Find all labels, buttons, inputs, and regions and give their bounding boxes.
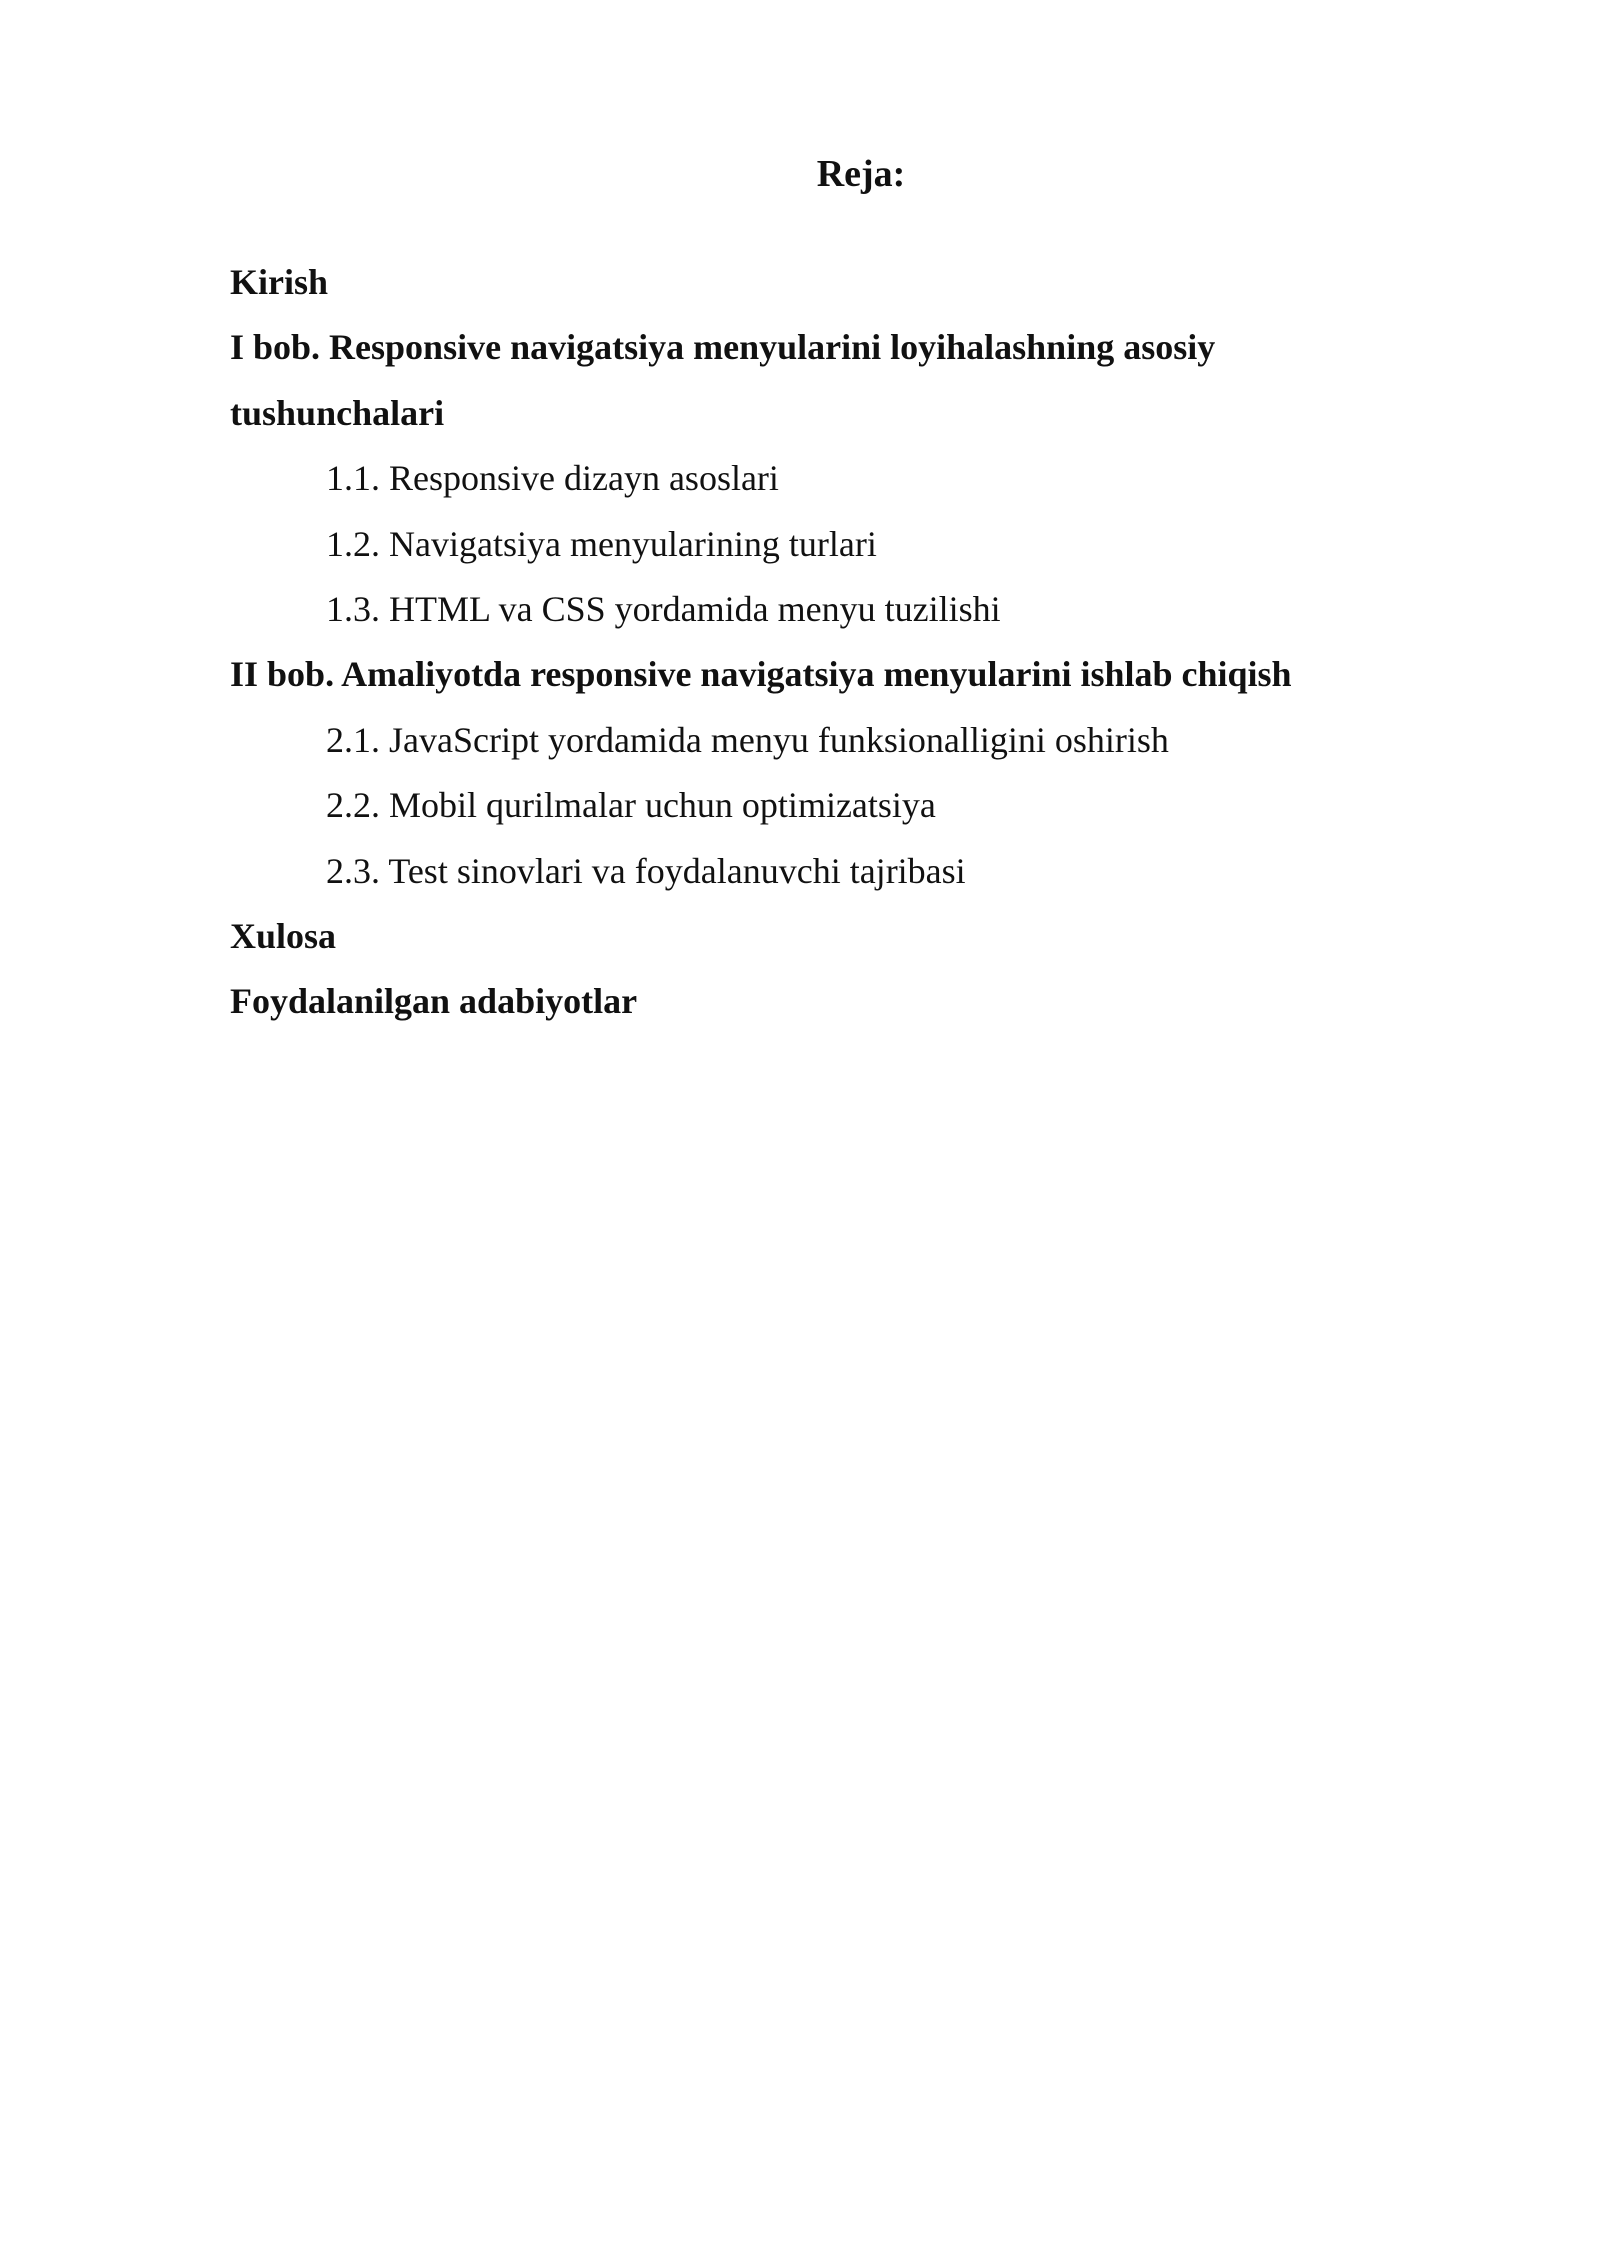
toc-item-kirish: Kirish [230,262,329,302]
toc-item-xulosa: Xulosa [230,916,337,957]
toc-item-section-1-1: 1.1. Responsive dizayn asoslari [326,458,779,499]
toc-item-section-1-3: 1.3. HTML va CSS yordamida menyu tuzilishi [326,589,1001,630]
toc-item-section-2-2: 2.2. Mobil qurilmalar uchun optimizatsiya [326,785,936,826]
toc-item-chapter-1: I bob. Responsive navigatsiya menyularini loyihalashning asosiy tushunchalari [230,327,1216,433]
toc-item-section-2-1: 2.1. JavaScript yordamida menyu funksionalligini oshirish [326,719,1169,760]
page-title: Reja: [816,153,906,195]
table-of-contents [230,250,1390,1035]
toc-item-chapter-2: II bob. Amaliyotda responsive navigatsiya menyularini ishlab chiqish [230,654,1292,695]
toc-item-references: Foydalanilgan adabiyotlar [230,981,638,1022]
toc-item-section-2-3: 2.3. Test sinovlari va foydalanuvchi tajribasi [326,850,966,891]
toc-item-section-1-2: 1.2. Navigatsiya menyularining turlari [326,523,877,564]
